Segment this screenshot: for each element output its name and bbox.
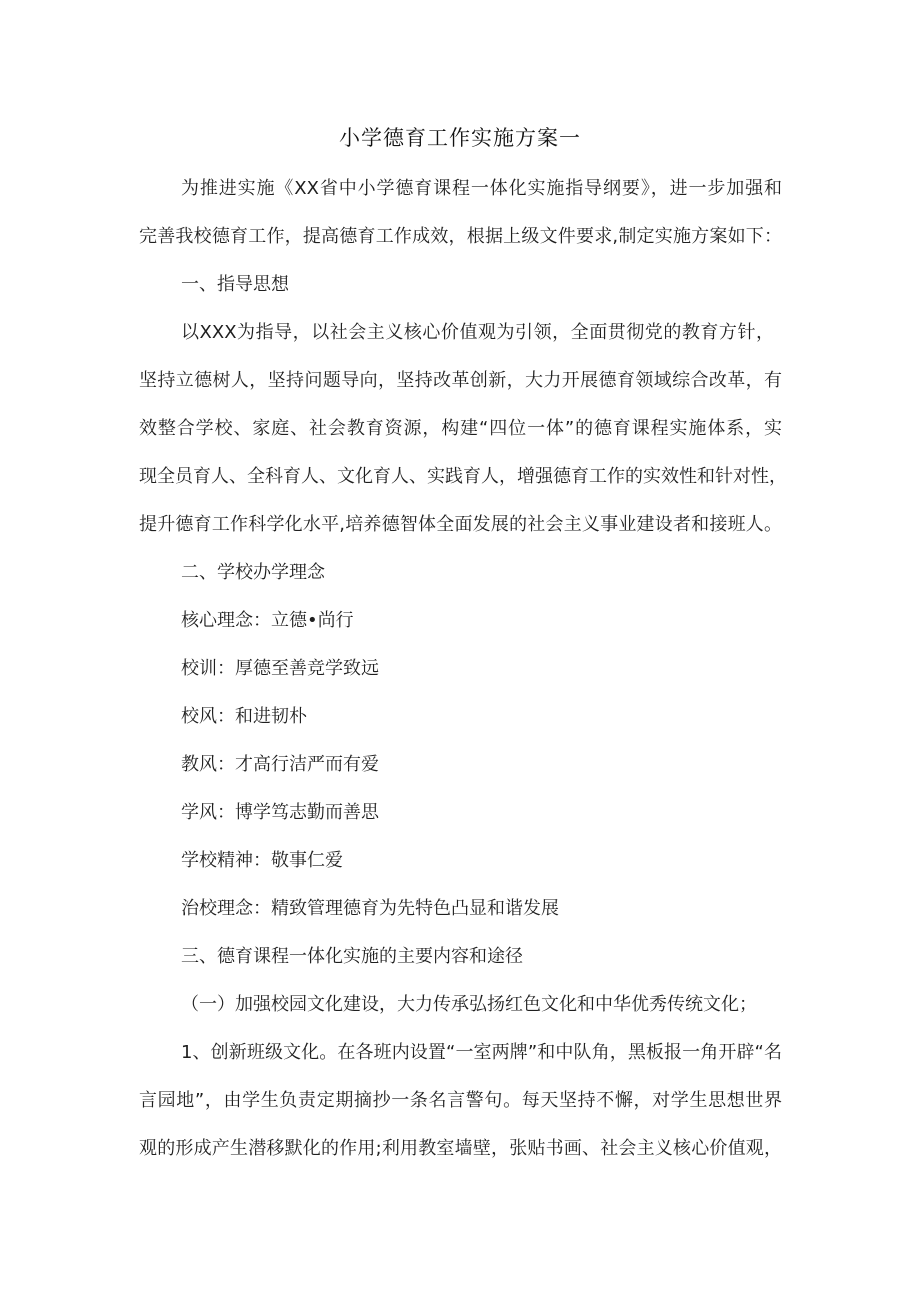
paragraph-guiding-line-4: 现全员育人、全科育人、文化育人、实践育人，增强德育工作的实效性和针对性， [139, 466, 787, 487]
school-motto: 校训：厚德至善竞学致远 [181, 658, 379, 679]
paragraph-class-culture-line-2: 言园地”，由学生负责定期摘抄一条名言警句。每天坚持不懈，对学生思想世界 [139, 1090, 782, 1111]
paragraph-intro-line-1: 为推进实施《XX省中小学德育课程一体化实施指导纲要》，进一步加强和 [181, 178, 782, 199]
paragraph-class-culture-line-1: 1、创新班级文化。在各班内设置“一室两牌”和中队角，黑板报一角开辟“名 [181, 1042, 782, 1063]
teaching-ethos: 教风：才高行洁严而有爱 [181, 754, 379, 775]
section-heading-2: 二、学校办学理念 [181, 562, 325, 583]
core-concept: 核心理念：立德•尚行 [181, 610, 354, 631]
paragraph-guiding-line-2: 坚持立德树人，坚持问题导向，坚持改革创新，大力开展德育领域综合改革，有 [139, 370, 782, 391]
section-heading-1: 一、指导思想 [181, 274, 289, 295]
paragraph-class-culture-line-3: 观的形成产生潜移默化的作用;利用教室墙壁，张贴书画、社会主义核心价值观， [139, 1138, 782, 1159]
paragraph-intro-line-2: 完善我校德育工作，提高德育工作成效，根据上级文件要求,制定实施方案如下： [139, 226, 782, 247]
section-heading-3: 三、德育课程一体化实施的主要内容和途径 [181, 946, 523, 967]
governance-concept: 治校理念：精致管理德育为先特色凸显和谐发展 [181, 898, 559, 919]
paragraph-guiding-line-3: 效整合学校、家庭、社会教育资源，构建“四位一体”的德育课程实施体系，实 [139, 418, 782, 439]
school-ethos: 校风：和进韧朴 [181, 706, 307, 727]
subsection-heading-1: （一）加强校园文化建设，大力传承弘扬红色文化和中华优秀传统文化； [181, 994, 757, 1015]
paragraph-guiding-line-5: 提升德育工作科学化水平,培养德智体全面发展的社会主义事业建设者和接班人。 [139, 514, 782, 535]
learning-ethos: 学风：博学笃志勤而善思 [181, 802, 379, 823]
document-title: 小学德育工作实施方案一 [339, 126, 581, 150]
school-spirit: 学校精神：敬事仁爱 [181, 850, 343, 871]
paragraph-guiding-line-1: 以XXX为指导，以社会主义核心价值观为引领，全面贯彻党的教育方针， [181, 322, 774, 343]
